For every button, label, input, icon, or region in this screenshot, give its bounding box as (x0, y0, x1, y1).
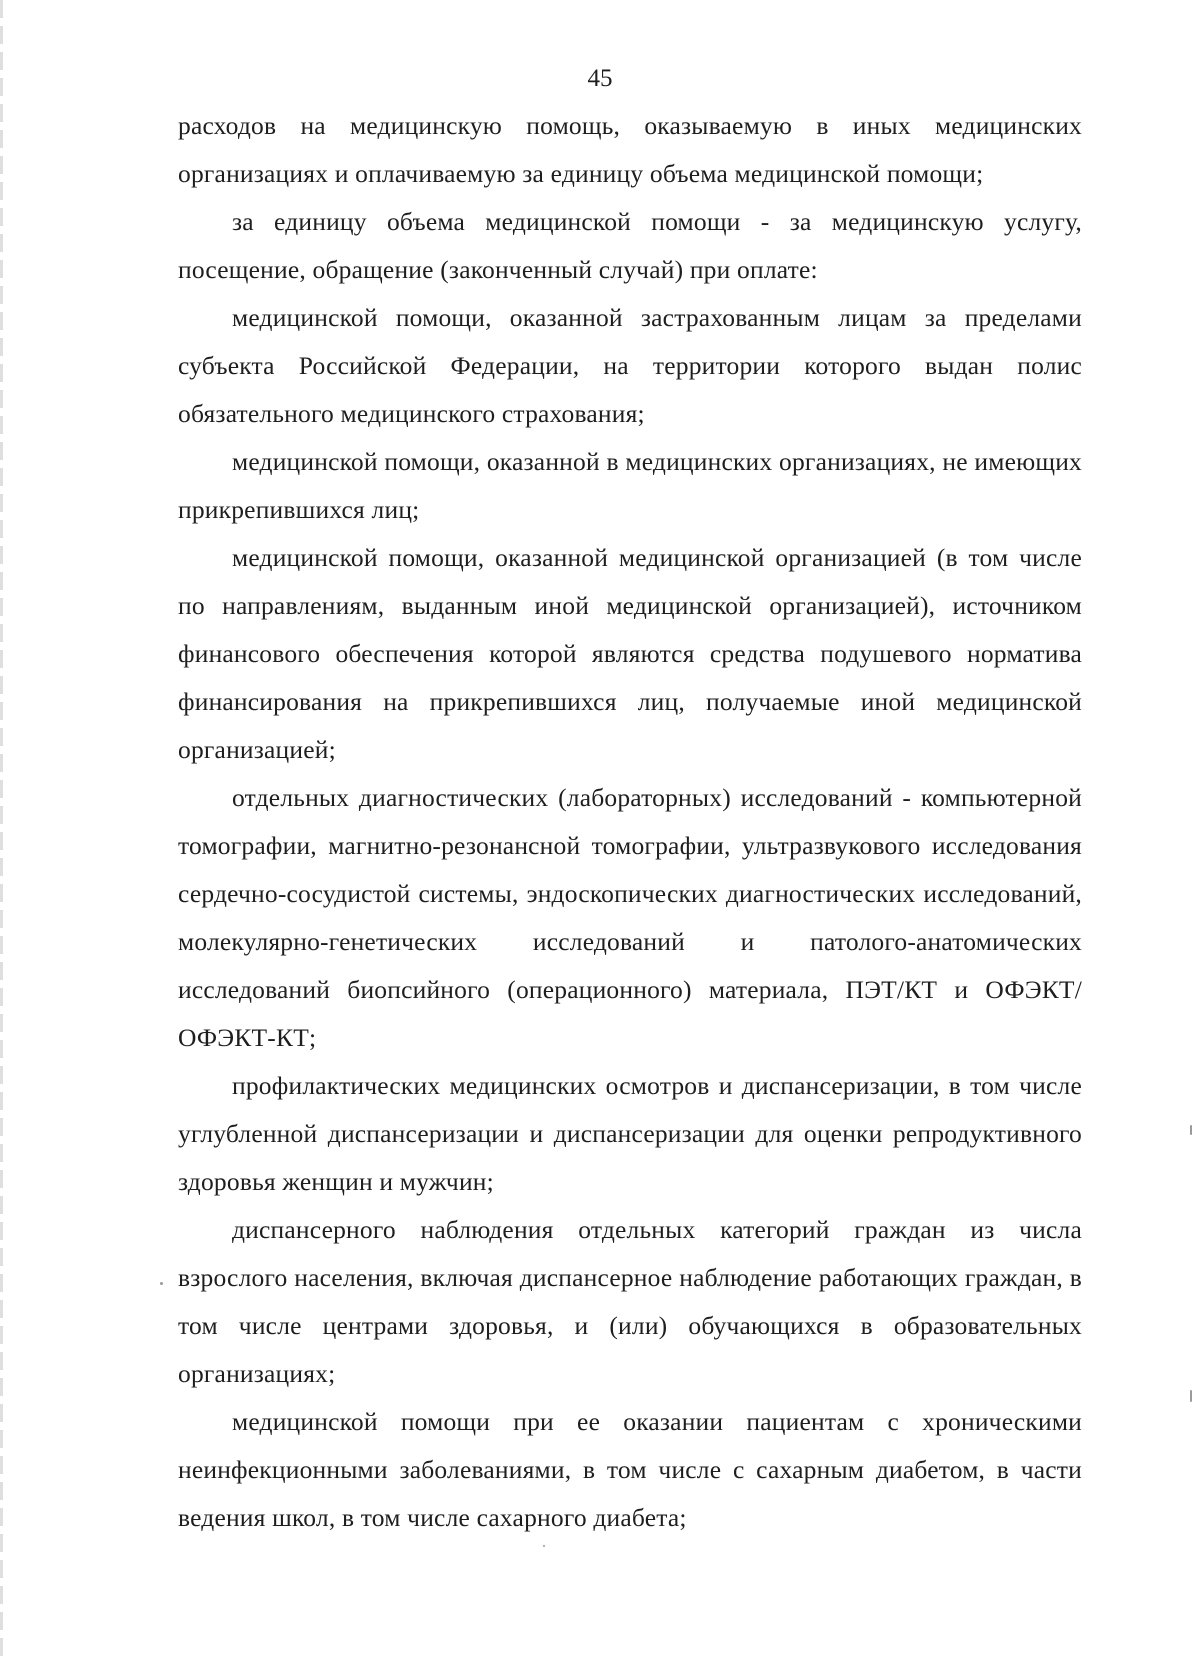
paragraph-preventive-exams: профилактических медицинских осмотров и диспансеризации, в том числе углубленной диспансеризации и диспансеризации для оценки репродуктивного здоровья женщин и мужчин; (178, 1071, 1082, 1196)
paragraph-no-attached-persons: медицинской помощи, оказанной в медицинских организациях, не имеющих прикрепившихся лиц; (178, 447, 1082, 524)
scan-speck (160, 1282, 163, 1285)
paragraph-dispensary-observation: диспансерного наблюдения отдельных категорий граждан из числа взрослого населения, включая диспансерное наблюдение работающих граждан, в том числе центрами здоровья, и (или) обучающихся в образовательных организациях; (178, 1215, 1082, 1388)
paragraph-diagnostic-studies: отдельных диагностических (лабораторных) исследований - компьютерной томографии, магнитно-резонансной томографии, ультразвукового исследования сердечно-сосудистой системы, эндоскопических диагностических исследований, молекулярно-генетических исследований и патолого-анатомических исследований биопсийного (операционного) материала, ПЭТ/КТ и ОФЭКТ/ОФЭКТ-КТ; (178, 783, 1082, 1052)
scan-speck (543, 1545, 545, 1547)
scan-edge-artifact (0, 0, 3, 1661)
scan-speck (1190, 1390, 1192, 1402)
paragraph-unit-payment: за единицу объема медицинской помощи - за медицинскую услугу, посещение, обращение (законченный случай) при оплате: (178, 207, 1082, 284)
paragraph-referral-care: медицинской помощи, оказанной медицинской организацией (в том числе по направлениям, выданным иной медицинской организацией), источником финансового обеспечения которой являются средства подушевого норматива финансирования на прикрепившихся лиц, получаемые иной медицинской организацией; (178, 543, 1082, 764)
paragraph-chronic-diseases: медицинской помощи при ее оказании пациентам с хроническими неинфекционными заболеваниями, в том числе с сахарным диабетом, в части ведения школ, в том числе сахарного диабета; (178, 1407, 1082, 1532)
paragraph-continuation: расходов на медицинскую помощь, оказываемую в иных медицинских организациях и оплачиваемую за единицу объема медицинской помощи; (178, 111, 1082, 188)
paragraph-insured-outside-region: медицинской помощи, оказанной застрахованным лицам за пределами субъекта Российской Федерации, на территории которого выдан полис обязательного медицинского страхования; (178, 303, 1082, 428)
document-body (178, 102, 1082, 1542)
scan-speck (1190, 1125, 1192, 1135)
page-number: 45 (587, 65, 613, 92)
